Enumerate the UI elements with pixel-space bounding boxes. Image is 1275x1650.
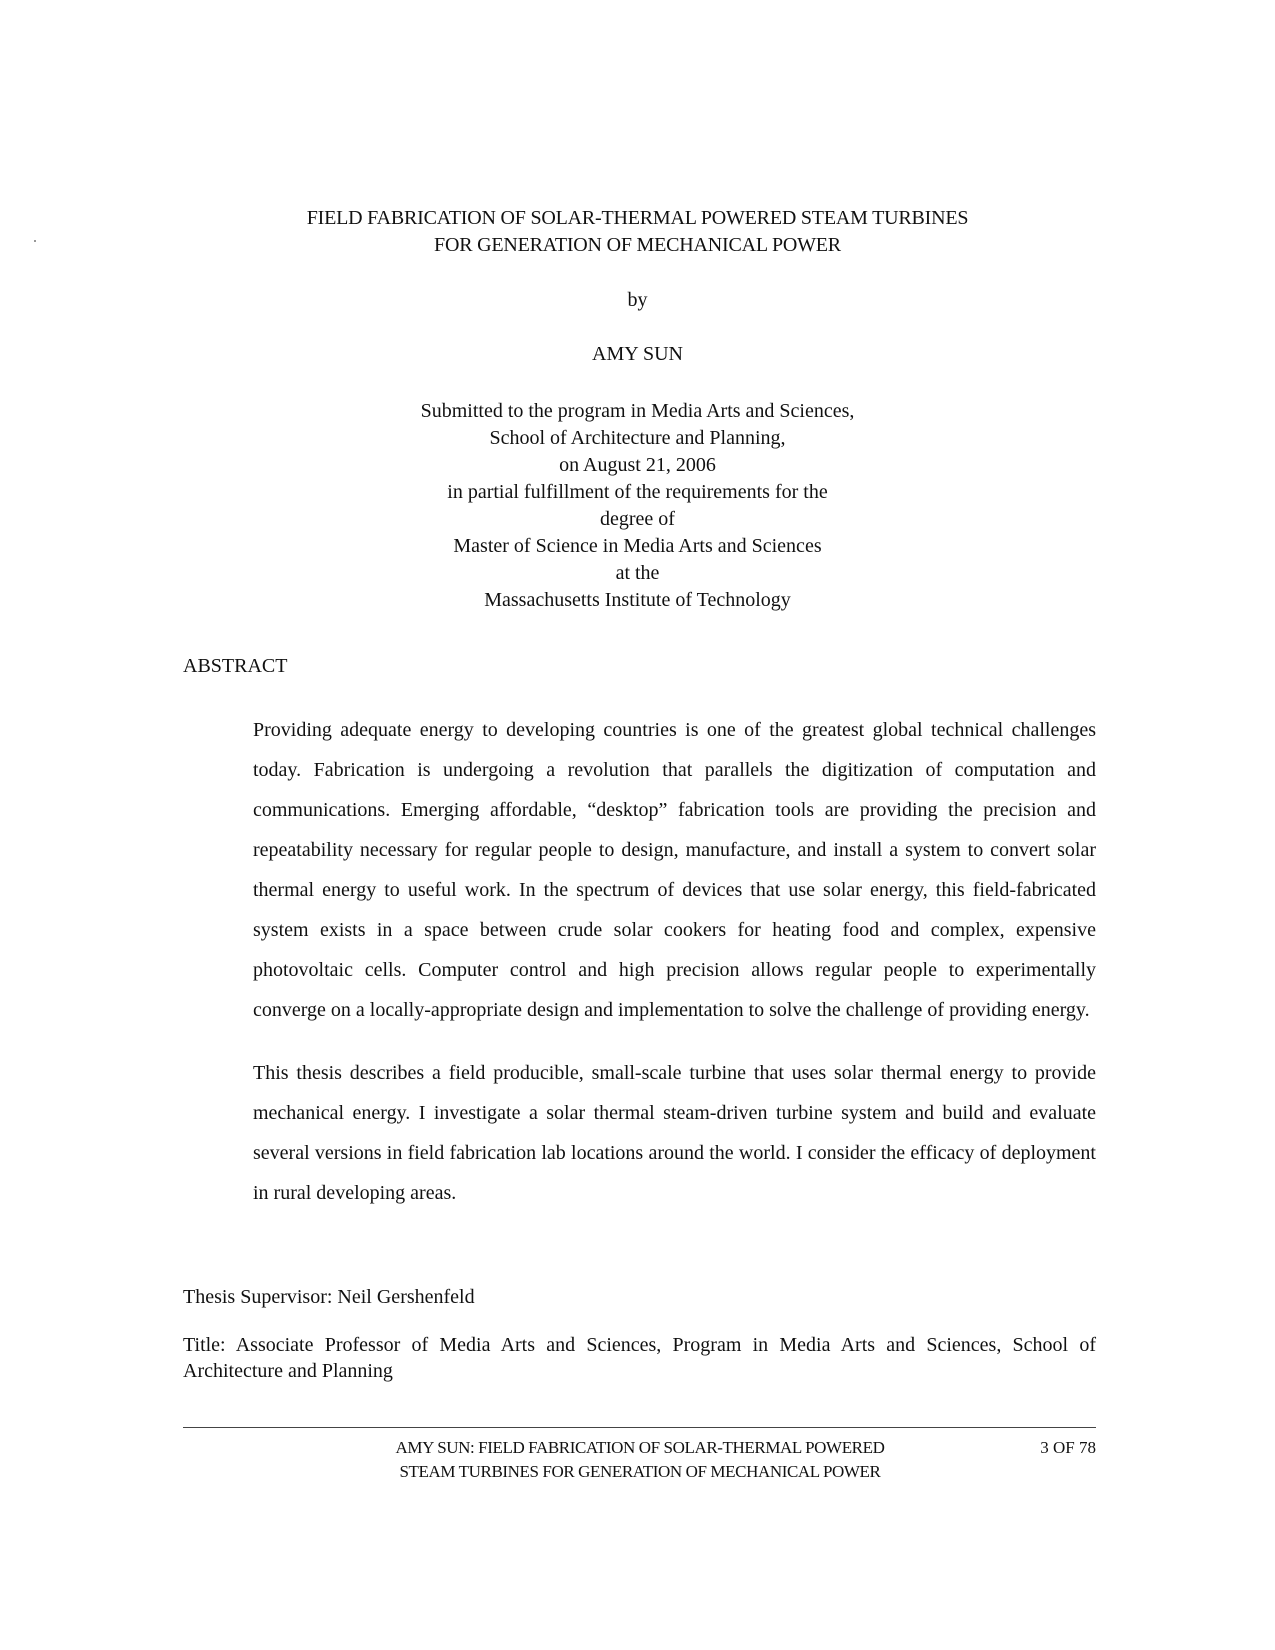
- submission-line-2: School of Architecture and Planning,: [489, 427, 786, 449]
- running-footer-line-1: AMY SUN: FIELD FABRICATION OF SOLAR-THERMAL POWERED: [395, 1438, 885, 1457]
- submission-line-8: Massachusetts Institute of Technology: [484, 589, 791, 611]
- submission-line-7: at the: [615, 562, 660, 584]
- thesis-title: [180, 205, 1095, 259]
- scan-speck: [34, 240, 36, 242]
- abstract-body: [253, 710, 1096, 1236]
- submission-line-1: Submitted to the program in Media Arts and Sciences,: [420, 400, 855, 422]
- submission-line-6: Master of Science in Media Arts and Sciences: [453, 535, 822, 557]
- supervisor-title: Title: Associate Professor of Media Arts and Sciences, Program in Media Arts and Sciences, School of Architecture and Planning: [183, 1334, 1096, 1382]
- running-footer: [280, 1436, 1000, 1484]
- submission-line-4: in partial fulfillment of the requirements for the: [447, 481, 828, 503]
- author-name: AMY SUN: [592, 343, 683, 365]
- running-footer-line-2: STEAM TURBINES FOR GENERATION OF MECHANICAL POWER: [399, 1462, 881, 1481]
- submission-line-3: on August 21, 2006: [559, 454, 716, 476]
- page-number: 3 OF 78: [1040, 1438, 1096, 1457]
- footer-divider: [183, 1427, 1096, 1428]
- by-line: by: [627, 289, 648, 311]
- thesis-title-line-2: FOR GENERATION OF MECHANICAL POWER: [434, 234, 841, 256]
- abstract-paragraph-1: Providing adequate energy to developing countries is one of the greatest global technical challenges today. Fabrication is undergoing a revolution that parallels the digitization of computation and communications. Emerging affordable, “desktop” fabrication tools are providing the precision and repeatability necessary for regular people to design, manufacture, and install a system to convert solar thermal energy to useful work. In the spectrum of devices that use solar energy, this field-fabricated system exists in a space between crude solar cookers for heating food and complex, expensive photovoltaic cells. Computer control and high precision allows regular people to experimentally converge on a locally-appropriate design and implementation to solve the challenge of providing energy.: [253, 719, 1096, 1021]
- submission-line-5: degree of: [600, 508, 675, 530]
- abstract-paragraph-2: This thesis describes a field producible, small-scale turbine that uses solar thermal energy to provide mechanical energy. I investigate a solar thermal steam-driven turbine system and build and evaluate several versions in field fabrication lab locations around the world. I consider the efficacy of deployment in rural developing areas.: [253, 1062, 1096, 1204]
- thesis-title-line-1: FIELD FABRICATION OF SOLAR-THERMAL POWERED STEAM TURBINES: [306, 207, 969, 229]
- thesis-supervisor: Thesis Supervisor: Neil Gershenfeld: [183, 1286, 475, 1308]
- submission-statement: [180, 398, 1095, 614]
- abstract-heading: ABSTRACT: [183, 655, 288, 677]
